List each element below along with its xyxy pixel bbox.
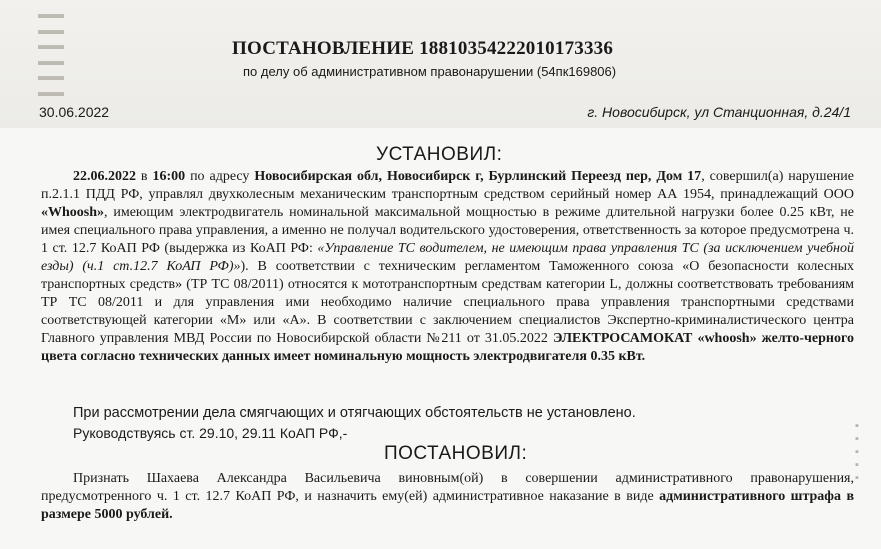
resolution-text: Признать Шахаева Александра Васильевича виновным(ой) в совершении административного правонарушения, предусмотренного ч. 1 ст. 12.7 КоАП РФ, и назначить ему(ей) административное наказание в виде xyxy=(41,471,854,504)
document-title: ПОСТАНОВЛЕНИЕ 18810354222010173336 xyxy=(232,38,614,59)
company-name: «Whoosh» xyxy=(41,205,105,220)
text-vehicle-details: , имеющим электродвигатель номинальной максимальной мощностью в режиме длительной нагрузки более 0.25 кВт, не имея специального права управления, а именно не получал водительского удостоверения, ответственность за которое предусмотрена ч. 1 ст. 12.7 КоАП РФ (выдержка из КоАП РФ: xyxy=(41,205,854,256)
paragraph-resolved xyxy=(41,470,854,524)
offense-time: 16:00 xyxy=(152,169,186,184)
paragraph-circumstances xyxy=(41,404,854,422)
paragraph-established xyxy=(41,168,854,366)
document-date: 30.06.2022 xyxy=(39,104,110,120)
text-regulation: ). В соответствии с техническим регламентом Таможенного союза «О безопасности колесных транспортных средств» (ТР ТС 08/2011) относятся к мототранспортным средствам категории L, должны соответствовать требованиям ТР ТС 08/2011 и для управления ими необходимо наличие специального права управления транспортными средствами соответствующей категории «М» или «А». В соответствии с заключением специалистов Экспертно-криминалистического центра Главного управления МВД России по Новосибирской области №211 от 31.05.2022 xyxy=(41,259,854,346)
document-subtitle: по делу об административном правонарушении (54пк169806) xyxy=(243,64,617,79)
text-violation: , совершил(а) нарушение п.2.1.1 ПДД РФ, управлял двухколесным механическим транспортным средством серийный номер АА 1954, принадлежащий ООО xyxy=(41,169,854,202)
offense-date: 22.06.2022 xyxy=(73,169,136,184)
faded-background-marks: ▬▬ ▬▬ ▬▬ ▬▬ ▬▬ ▬▬ xyxy=(38,6,64,99)
heading-resolved: ПОСТАНОВИЛ: xyxy=(384,443,528,464)
scooter-conclusion: ЭЛЕКТРОСАМОКАТ «whoosh» желто-черного цвета согласно технических данных имеет номинальную мощность электродвигателя 0.35 кВт. xyxy=(41,331,855,364)
guided-by-text: Руководствуясь ст. 29.10, 29.11 КоАП РФ,- xyxy=(73,425,348,441)
offense-address: Новосибирская обл, Новосибирск г, Бурлинский Переезд пер, Дом 17 xyxy=(254,169,702,184)
text-address-prefix: по адресу xyxy=(185,169,255,184)
heading-established: УСТАНОВИЛ: xyxy=(376,144,503,165)
fine-amount: административного штрафа в размере 5000 рублей. xyxy=(41,489,855,522)
document-location: г. Новосибирск, ул Станционная, д.24/1 xyxy=(587,104,851,120)
text-at: в xyxy=(136,169,153,184)
faded-margin-marks: ▪ ▪ ▪ ▪ ▪ xyxy=(855,420,859,484)
koap-quote: «Управление ТС водителем, не имеющим права управления ТС (за исключением учебной езды) (ч.1 ст.12.7 КоАП РФ)» xyxy=(41,241,854,274)
paragraph-guided-by xyxy=(41,424,854,442)
circumstances-text: При рассмотрении дела смягчающих и отягчающих обстоятельств не установлено. xyxy=(73,405,636,421)
